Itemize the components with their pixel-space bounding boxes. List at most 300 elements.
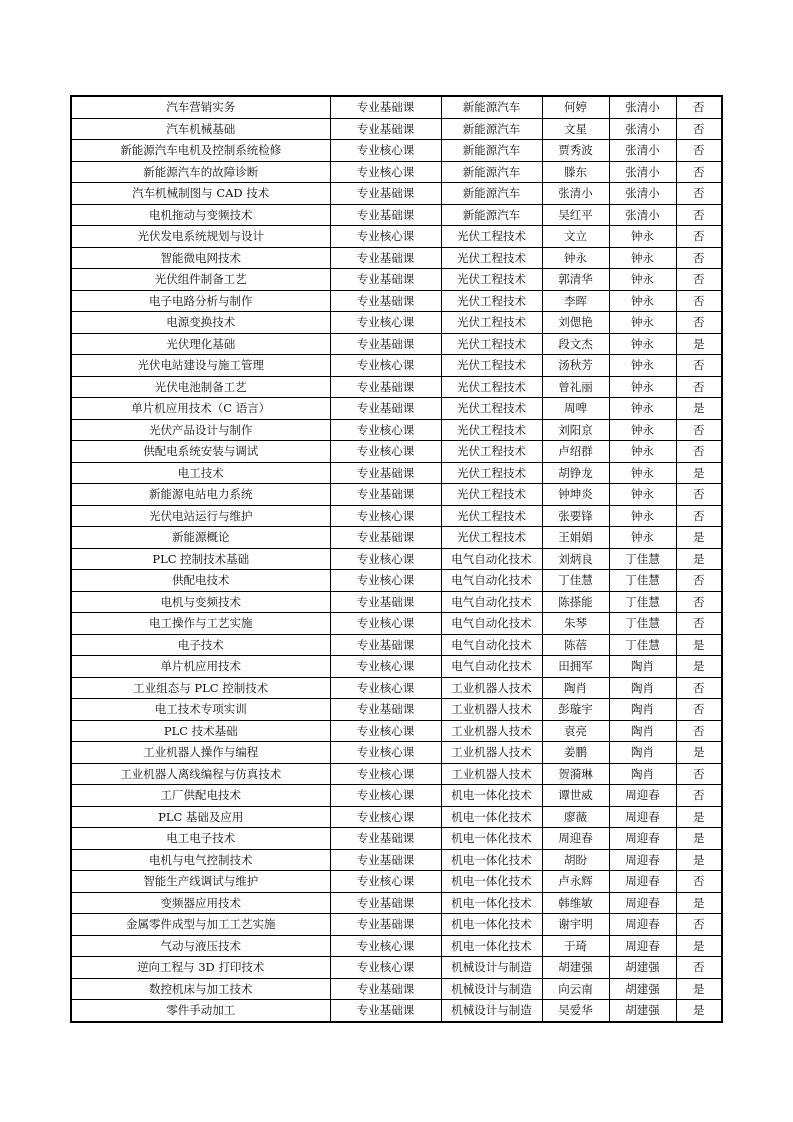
- course-name-cell: 电工技术: [71, 462, 330, 484]
- course-type-cell: 专业核心课: [330, 742, 441, 764]
- flag-cell: 否: [676, 269, 722, 291]
- leader-cell: 张清小: [609, 140, 676, 162]
- table-row: [71, 849, 722, 871]
- flag-cell: 否: [676, 570, 722, 592]
- course-type-cell: 专业基础课: [330, 96, 441, 118]
- course-type-cell: 专业基础课: [330, 462, 441, 484]
- course-type-cell: 专业基础课: [330, 892, 441, 914]
- course-type-cell: 专业核心课: [330, 613, 441, 635]
- course-name-cell: 光伏组件制备工艺: [71, 269, 330, 291]
- leader-cell: 钟永: [609, 269, 676, 291]
- flag-cell: 否: [676, 677, 722, 699]
- flag-cell: 否: [676, 613, 722, 635]
- course-type-cell: 专业基础课: [330, 247, 441, 269]
- course-name-cell: 数控机床与加工技术: [71, 978, 330, 1000]
- table-row: [71, 763, 722, 785]
- course-name-cell: 电机与变频技术: [71, 591, 330, 613]
- course-name-cell: 工业机器人操作与编程: [71, 742, 330, 764]
- major-cell: 光伏工程技术: [441, 505, 542, 527]
- teacher-cell: 袁亮: [542, 720, 609, 742]
- course-name-cell: 气动与液压技术: [71, 935, 330, 957]
- major-cell: 机电一体化技术: [441, 828, 542, 850]
- course-name-cell: 工厂供配电技术: [71, 785, 330, 807]
- leader-cell: 丁佳慧: [609, 570, 676, 592]
- course-table: [70, 95, 723, 1023]
- course-name-cell: 新能源概论: [71, 527, 330, 549]
- major-cell: 工业机器人技术: [441, 677, 542, 699]
- major-cell: 光伏工程技术: [441, 527, 542, 549]
- table-row: [71, 591, 722, 613]
- course-name-cell: 智能微电网技术: [71, 247, 330, 269]
- course-type-cell: 专业核心课: [330, 656, 441, 678]
- teacher-cell: 周迎春: [542, 828, 609, 850]
- course-name-cell: 单片机应用技术（C 语言）: [71, 398, 330, 420]
- table-body: [71, 96, 722, 1022]
- course-type-cell: 专业核心课: [330, 871, 441, 893]
- major-cell: 光伏工程技术: [441, 247, 542, 269]
- leader-cell: 钟永: [609, 441, 676, 463]
- course-name-cell: 汽车机械基础: [71, 118, 330, 140]
- table-row: [71, 96, 722, 118]
- course-type-cell: 专业核心课: [330, 570, 441, 592]
- flag-cell: 是: [676, 892, 722, 914]
- leader-cell: 钟永: [609, 505, 676, 527]
- flag-cell: 是: [676, 333, 722, 355]
- leader-cell: 钟永: [609, 290, 676, 312]
- flag-cell: 是: [676, 398, 722, 420]
- course-type-cell: 专业基础课: [330, 914, 441, 936]
- flag-cell: 否: [676, 376, 722, 398]
- major-cell: 新能源汽车: [441, 96, 542, 118]
- leader-cell: 周迎春: [609, 914, 676, 936]
- course-type-cell: 专业基础课: [330, 978, 441, 1000]
- course-name-cell: 电机与电气控制技术: [71, 849, 330, 871]
- course-type-cell: 专业核心课: [330, 677, 441, 699]
- major-cell: 机电一体化技术: [441, 892, 542, 914]
- major-cell: 电气自动化技术: [441, 634, 542, 656]
- major-cell: 机械设计与制造: [441, 957, 542, 979]
- flag-cell: 否: [676, 419, 722, 441]
- leader-cell: 张清小: [609, 96, 676, 118]
- leader-cell: 陶肖: [609, 656, 676, 678]
- table-row: [71, 419, 722, 441]
- teacher-cell: 卢永辉: [542, 871, 609, 893]
- flag-cell: 是: [676, 548, 722, 570]
- flag-cell: 是: [676, 978, 722, 1000]
- flag-cell: 否: [676, 591, 722, 613]
- table-row: [71, 613, 722, 635]
- table-row: [71, 161, 722, 183]
- flag-cell: 是: [676, 1000, 722, 1022]
- major-cell: 新能源汽车: [441, 161, 542, 183]
- leader-cell: 钟永: [609, 462, 676, 484]
- course-type-cell: 专业核心课: [330, 312, 441, 334]
- leader-cell: 钟永: [609, 355, 676, 377]
- table-row: [71, 204, 722, 226]
- leader-cell: 胡建强: [609, 1000, 676, 1022]
- flag-cell: 否: [676, 118, 722, 140]
- course-name-cell: 电源变换技术: [71, 312, 330, 334]
- course-type-cell: 专业基础课: [330, 849, 441, 871]
- table-row: [71, 1000, 722, 1022]
- table-row: [71, 398, 722, 420]
- teacher-cell: 姜鹏: [542, 742, 609, 764]
- course-type-cell: 专业基础课: [330, 1000, 441, 1022]
- course-name-cell: 电机拖动与变频技术: [71, 204, 330, 226]
- major-cell: 新能源汽车: [441, 118, 542, 140]
- table-row: [71, 247, 722, 269]
- table-row: [71, 290, 722, 312]
- course-name-cell: 新能源汽车电机及控制系统检修: [71, 140, 330, 162]
- course-name-cell: 智能生产线调试与维护: [71, 871, 330, 893]
- leader-cell: 钟永: [609, 484, 676, 506]
- major-cell: 光伏工程技术: [441, 376, 542, 398]
- flag-cell: 是: [676, 828, 722, 850]
- teacher-cell: 贺漪琳: [542, 763, 609, 785]
- teacher-cell: 胡建强: [542, 957, 609, 979]
- major-cell: 电气自动化技术: [441, 591, 542, 613]
- major-cell: 新能源汽车: [441, 140, 542, 162]
- course-name-cell: 工业机器人离线编程与仿真技术: [71, 763, 330, 785]
- course-name-cell: 单片机应用技术: [71, 656, 330, 678]
- major-cell: 工业机器人技术: [441, 699, 542, 721]
- flag-cell: 否: [676, 505, 722, 527]
- teacher-cell: 吴爱华: [542, 1000, 609, 1022]
- table-row: [71, 355, 722, 377]
- course-type-cell: 专业核心课: [330, 935, 441, 957]
- course-type-cell: 专业基础课: [330, 699, 441, 721]
- table-row: [71, 118, 722, 140]
- major-cell: 机电一体化技术: [441, 785, 542, 807]
- course-name-cell: 供配电系统安装与调试: [71, 441, 330, 463]
- major-cell: 工业机器人技术: [441, 742, 542, 764]
- course-name-cell: 光伏电站建设与施工管理: [71, 355, 330, 377]
- flag-cell: 否: [676, 204, 722, 226]
- course-name-cell: 电工操作与工艺实施: [71, 613, 330, 635]
- table-row: [71, 892, 722, 914]
- course-name-cell: 工业组态与 PLC 控制技术: [71, 677, 330, 699]
- major-cell: 光伏工程技术: [441, 226, 542, 248]
- teacher-cell: 卢绍群: [542, 441, 609, 463]
- table-row: [71, 978, 722, 1000]
- teacher-cell: 刘偲艳: [542, 312, 609, 334]
- teacher-cell: 何婷: [542, 96, 609, 118]
- major-cell: 工业机器人技术: [441, 763, 542, 785]
- flag-cell: 否: [676, 355, 722, 377]
- flag-cell: 是: [676, 634, 722, 656]
- teacher-cell: 文立: [542, 226, 609, 248]
- table-row: [71, 677, 722, 699]
- leader-cell: 钟永: [609, 419, 676, 441]
- major-cell: 新能源汽车: [441, 204, 542, 226]
- flag-cell: 是: [676, 935, 722, 957]
- table-row: [71, 505, 722, 527]
- course-name-cell: 汽车营销实务: [71, 96, 330, 118]
- leader-cell: 胡建强: [609, 957, 676, 979]
- table-row: [71, 226, 722, 248]
- leader-cell: 周迎春: [609, 806, 676, 828]
- course-name-cell: 光伏产品设计与制作: [71, 419, 330, 441]
- table-row: [71, 333, 722, 355]
- course-type-cell: 专业基础课: [330, 484, 441, 506]
- major-cell: 光伏工程技术: [441, 484, 542, 506]
- teacher-cell: 胡盼: [542, 849, 609, 871]
- teacher-cell: 钟永: [542, 247, 609, 269]
- table-row: [71, 269, 722, 291]
- table-row: [71, 720, 722, 742]
- leader-cell: 周迎春: [609, 785, 676, 807]
- flag-cell: 否: [676, 226, 722, 248]
- leader-cell: 张清小: [609, 204, 676, 226]
- flag-cell: 否: [676, 871, 722, 893]
- course-type-cell: 专业基础课: [330, 183, 441, 205]
- course-type-cell: 专业核心课: [330, 763, 441, 785]
- leader-cell: 张清小: [609, 183, 676, 205]
- flag-cell: 否: [676, 312, 722, 334]
- course-name-cell: 汽车机械制图与 CAD 技术: [71, 183, 330, 205]
- major-cell: 机电一体化技术: [441, 806, 542, 828]
- teacher-cell: 彭璇宇: [542, 699, 609, 721]
- major-cell: 电气自动化技术: [441, 548, 542, 570]
- major-cell: 电气自动化技术: [441, 656, 542, 678]
- course-name-cell: 变频器应用技术: [71, 892, 330, 914]
- major-cell: 电气自动化技术: [441, 570, 542, 592]
- leader-cell: 丁佳慧: [609, 634, 676, 656]
- table-row: [71, 785, 722, 807]
- major-cell: 光伏工程技术: [441, 419, 542, 441]
- leader-cell: 钟永: [609, 398, 676, 420]
- major-cell: 工业机器人技术: [441, 720, 542, 742]
- teacher-cell: 韩维敏: [542, 892, 609, 914]
- teacher-cell: 王娟娟: [542, 527, 609, 549]
- course-type-cell: 专业核心课: [330, 140, 441, 162]
- table-row: [71, 484, 722, 506]
- table-row: [71, 441, 722, 463]
- leader-cell: 张清小: [609, 118, 676, 140]
- teacher-cell: 丁佳慧: [542, 570, 609, 592]
- course-type-cell: 专业核心课: [330, 441, 441, 463]
- major-cell: 光伏工程技术: [441, 333, 542, 355]
- flag-cell: 否: [676, 96, 722, 118]
- course-type-cell: 专业核心课: [330, 161, 441, 183]
- course-type-cell: 专业核心课: [330, 957, 441, 979]
- table-row: [71, 914, 722, 936]
- leader-cell: 钟永: [609, 376, 676, 398]
- course-name-cell: 零件手动加工: [71, 1000, 330, 1022]
- course-type-cell: 专业基础课: [330, 591, 441, 613]
- flag-cell: 是: [676, 462, 722, 484]
- teacher-cell: 朱琴: [542, 613, 609, 635]
- course-name-cell: 电工电子技术: [71, 828, 330, 850]
- flag-cell: 否: [676, 785, 722, 807]
- course-type-cell: 专业基础课: [330, 118, 441, 140]
- flag-cell: 否: [676, 763, 722, 785]
- teacher-cell: 曾礼丽: [542, 376, 609, 398]
- course-type-cell: 专业核心课: [330, 806, 441, 828]
- course-type-cell: 专业基础课: [330, 527, 441, 549]
- leader-cell: 胡建强: [609, 978, 676, 1000]
- table-row: [71, 462, 722, 484]
- table-row: [71, 871, 722, 893]
- leader-cell: 周迎春: [609, 892, 676, 914]
- table-row: [71, 957, 722, 979]
- major-cell: 机械设计与制造: [441, 978, 542, 1000]
- leader-cell: 钟永: [609, 527, 676, 549]
- leader-cell: 钟永: [609, 312, 676, 334]
- leader-cell: 周迎春: [609, 828, 676, 850]
- major-cell: 新能源汽车: [441, 183, 542, 205]
- teacher-cell: 周啤: [542, 398, 609, 420]
- major-cell: 机电一体化技术: [441, 849, 542, 871]
- leader-cell: 张清小: [609, 161, 676, 183]
- course-name-cell: PLC 技术基础: [71, 720, 330, 742]
- leader-cell: 陶肖: [609, 763, 676, 785]
- major-cell: 光伏工程技术: [441, 398, 542, 420]
- table-row: [71, 828, 722, 850]
- teacher-cell: 胡铮龙: [542, 462, 609, 484]
- flag-cell: 否: [676, 441, 722, 463]
- teacher-cell: 张要锋: [542, 505, 609, 527]
- teacher-cell: 钟坤炎: [542, 484, 609, 506]
- course-name-cell: 光伏理化基础: [71, 333, 330, 355]
- course-type-cell: 专业基础课: [330, 333, 441, 355]
- course-name-cell: 电子电路分析与制作: [71, 290, 330, 312]
- flag-cell: 否: [676, 290, 722, 312]
- table-row: [71, 806, 722, 828]
- leader-cell: 陶肖: [609, 720, 676, 742]
- table-row: [71, 699, 722, 721]
- course-name-cell: 新能源电站电力系统: [71, 484, 330, 506]
- leader-cell: 钟永: [609, 247, 676, 269]
- teacher-cell: 谢宇明: [542, 914, 609, 936]
- flag-cell: 是: [676, 742, 722, 764]
- course-type-cell: 专业基础课: [330, 204, 441, 226]
- flag-cell: 否: [676, 484, 722, 506]
- course-type-cell: 专业核心课: [330, 355, 441, 377]
- leader-cell: 周迎春: [609, 871, 676, 893]
- course-name-cell: 供配电技术: [71, 570, 330, 592]
- major-cell: 机电一体化技术: [441, 914, 542, 936]
- teacher-cell: 刘炳良: [542, 548, 609, 570]
- teacher-cell: 张清小: [542, 183, 609, 205]
- leader-cell: 陶肖: [609, 677, 676, 699]
- teacher-cell: 于琦: [542, 935, 609, 957]
- course-type-cell: 专业基础课: [330, 269, 441, 291]
- course-type-cell: 专业核心课: [330, 505, 441, 527]
- flag-cell: 否: [676, 183, 722, 205]
- table-row: [71, 183, 722, 205]
- major-cell: 机电一体化技术: [441, 935, 542, 957]
- table-row: [71, 527, 722, 549]
- course-type-cell: 专业基础课: [330, 376, 441, 398]
- leader-cell: 钟永: [609, 333, 676, 355]
- major-cell: 光伏工程技术: [441, 269, 542, 291]
- leader-cell: 陶肖: [609, 742, 676, 764]
- major-cell: 机电一体化技术: [441, 871, 542, 893]
- table-row: [71, 634, 722, 656]
- leader-cell: 陶肖: [609, 699, 676, 721]
- course-type-cell: 专业核心课: [330, 419, 441, 441]
- course-type-cell: 专业基础课: [330, 290, 441, 312]
- teacher-cell: 向云南: [542, 978, 609, 1000]
- table-row: [71, 376, 722, 398]
- major-cell: 光伏工程技术: [441, 355, 542, 377]
- teacher-cell: 刘阳京: [542, 419, 609, 441]
- teacher-cell: 吴红平: [542, 204, 609, 226]
- course-type-cell: 专业核心课: [330, 548, 441, 570]
- teacher-cell: 陈蓓: [542, 634, 609, 656]
- major-cell: 光伏工程技术: [441, 290, 542, 312]
- table-row: [71, 742, 722, 764]
- table-row: [71, 570, 722, 592]
- course-name-cell: 光伏发电系统规划与设计: [71, 226, 330, 248]
- course-name-cell: 电工技术专项实训: [71, 699, 330, 721]
- leader-cell: 周迎春: [609, 849, 676, 871]
- course-name-cell: 光伏电池制备工艺: [71, 376, 330, 398]
- major-cell: 光伏工程技术: [441, 462, 542, 484]
- teacher-cell: 郭清华: [542, 269, 609, 291]
- teacher-cell: 陈搽能: [542, 591, 609, 613]
- teacher-cell: 文星: [542, 118, 609, 140]
- course-name-cell: PLC 控制技术基础: [71, 548, 330, 570]
- course-type-cell: 专业基础课: [330, 398, 441, 420]
- major-cell: 光伏工程技术: [441, 312, 542, 334]
- course-type-cell: 专业核心课: [330, 226, 441, 248]
- course-name-cell: 金属零件成型与加工工艺实施: [71, 914, 330, 936]
- teacher-cell: 谭世威: [542, 785, 609, 807]
- course-name-cell: 逆向工程与 3D 打印技术: [71, 957, 330, 979]
- course-type-cell: 专业基础课: [330, 828, 441, 850]
- flag-cell: 否: [676, 247, 722, 269]
- flag-cell: 否: [676, 720, 722, 742]
- flag-cell: 否: [676, 957, 722, 979]
- table-row: [71, 312, 722, 334]
- flag-cell: 否: [676, 699, 722, 721]
- table-row: [71, 140, 722, 162]
- teacher-cell: 陶肖: [542, 677, 609, 699]
- teacher-cell: 李晖: [542, 290, 609, 312]
- leader-cell: 钟永: [609, 226, 676, 248]
- flag-cell: 否: [676, 140, 722, 162]
- flag-cell: 是: [676, 527, 722, 549]
- table-row: [71, 548, 722, 570]
- leader-cell: 周迎春: [609, 935, 676, 957]
- teacher-cell: 段文杰: [542, 333, 609, 355]
- flag-cell: 否: [676, 914, 722, 936]
- course-name-cell: PLC 基础及应用: [71, 806, 330, 828]
- table-row: [71, 656, 722, 678]
- major-cell: 光伏工程技术: [441, 441, 542, 463]
- course-name-cell: 光伏电站运行与维护: [71, 505, 330, 527]
- table-row: [71, 935, 722, 957]
- course-name-cell: 电子技术: [71, 634, 330, 656]
- course-type-cell: 专业核心课: [330, 720, 441, 742]
- teacher-cell: 贾秀波: [542, 140, 609, 162]
- teacher-cell: 廖薇: [542, 806, 609, 828]
- leader-cell: 丁佳慧: [609, 613, 676, 635]
- teacher-cell: 田拥军: [542, 656, 609, 678]
- leader-cell: 丁佳慧: [609, 548, 676, 570]
- major-cell: 电气自动化技术: [441, 613, 542, 635]
- course-type-cell: 专业基础课: [330, 634, 441, 656]
- flag-cell: 是: [676, 849, 722, 871]
- flag-cell: 否: [676, 161, 722, 183]
- major-cell: 机械设计与制造: [441, 1000, 542, 1022]
- course-name-cell: 新能源汽车的故障诊断: [71, 161, 330, 183]
- course-type-cell: 专业核心课: [330, 785, 441, 807]
- flag-cell: 是: [676, 656, 722, 678]
- leader-cell: 丁佳慧: [609, 591, 676, 613]
